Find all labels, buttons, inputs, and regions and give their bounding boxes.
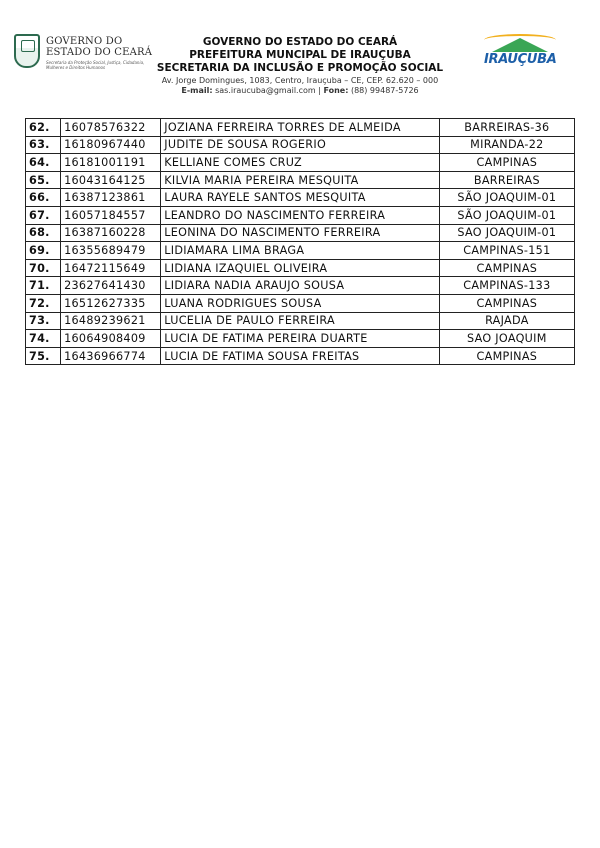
nis-cell: 16057184557 <box>61 206 161 224</box>
name-cell: LUCIA DE FATIMA PEREIRA DUARTE <box>161 330 440 348</box>
address-line: Av. Jorge Domingues, 1083, Centro, Irauçuba – CE, CEP. 62.620 – 000 <box>161 76 439 85</box>
name-cell: LUCIA DE FATIMA SOUSA FREITAS <box>161 347 440 365</box>
nis-cell: 16180967440 <box>61 136 161 154</box>
table-row <box>26 189 575 207</box>
location-cell: SAO JOAQUIM <box>439 330 574 348</box>
location-cell: MIRANDA-22 <box>439 136 574 154</box>
nis-cell: 16355689479 <box>61 242 161 260</box>
location-cell: CAMPINAS <box>439 347 574 365</box>
phone-label: Fone: <box>323 86 349 95</box>
nis-cell: 23627641430 <box>61 277 161 295</box>
table-row <box>26 154 575 172</box>
row-number: 63. <box>26 136 61 154</box>
title-line1: GOVERNO DO ESTADO DO CEARÁ <box>202 36 398 48</box>
table-row <box>26 171 575 189</box>
location-cell: SAO JOAQUIM-01 <box>439 224 574 242</box>
name-cell: JUDITE DE SOUSA ROGERIO <box>161 136 440 154</box>
logo-subtitle: Secretaria da Proteção Social, Justiça, Cidadania, Mulheres e Direitos Humanos <box>46 60 145 70</box>
row-number: 66. <box>26 189 61 207</box>
row-number: 75. <box>26 347 61 365</box>
location-cell: CAMPINAS <box>439 259 574 277</box>
nis-cell: 16387123861 <box>61 189 161 207</box>
name-cell: LIDIANA IZAQUIEL OLIVEIRA <box>161 259 440 277</box>
location-cell: SÃO JOAQUIM-01 <box>439 206 574 224</box>
logo-line1: GOVERNO DO <box>46 36 123 47</box>
location-cell: CAMPINAS-151 <box>439 242 574 260</box>
table-row <box>26 294 575 312</box>
location-cell: CAMPINAS <box>439 154 574 172</box>
email-label: E-mail: <box>181 86 213 95</box>
row-number: 68. <box>26 224 61 242</box>
nis-cell: 16387160228 <box>61 224 161 242</box>
table-row <box>26 224 575 242</box>
row-number: 64. <box>26 154 61 172</box>
location-cell: BARREIRAS <box>439 171 574 189</box>
nis-cell: 16512627335 <box>61 294 161 312</box>
name-cell: LAURA RAYELE SANTOS MESQUITA <box>161 189 440 207</box>
name-cell: LIDIARA NADIA ARAUJO SOUSA <box>161 277 440 295</box>
location-cell: BARREIRAS-36 <box>439 119 574 137</box>
name-cell: JOZIANA FERREIRA TORRES DE ALMEIDA <box>161 119 440 137</box>
table-row <box>26 259 575 277</box>
governo-ceara-logo <box>14 32 154 78</box>
contact-line: E-mail: sas.iraucuba@gmail.com | Fone: (88) 99487-5726 <box>181 86 419 95</box>
row-number: 72. <box>26 294 61 312</box>
row-number: 71. <box>26 277 61 295</box>
location-cell: RAJADA <box>439 312 574 330</box>
logo-line2: ESTADO DO CEARÁ <box>46 47 153 58</box>
name-cell: LIDIAMARA LIMA BRAGA <box>161 242 440 260</box>
iraucuba-logo-text: IRAUÇUBA <box>484 52 557 67</box>
row-number: 67. <box>26 206 61 224</box>
mountain-icon <box>492 38 548 52</box>
nis-cell: 16472115649 <box>61 259 161 277</box>
row-number: 73. <box>26 312 61 330</box>
nis-cell: 16064908409 <box>61 330 161 348</box>
row-number: 62. <box>26 119 61 137</box>
table-row <box>26 242 575 260</box>
name-cell: LUANA RODRIGUES SOUSA <box>161 294 440 312</box>
nis-cell: 16078576322 <box>61 119 161 137</box>
table-row <box>26 312 575 330</box>
table-row <box>26 119 575 137</box>
iraucuba-logo <box>484 32 556 72</box>
header-title-block <box>140 36 460 96</box>
name-cell: KELLIANE COMES CRUZ <box>161 154 440 172</box>
title-line3: SECRETARIA DA INCLUSÃO E PROMOÇÃO SOCIAL <box>156 62 444 74</box>
table-row <box>26 206 575 224</box>
ceara-shield-icon <box>14 34 40 68</box>
name-cell: LEONINA DO NASCIMENTO FERREIRA <box>161 224 440 242</box>
nis-cell: 16436966774 <box>61 347 161 365</box>
location-cell: CAMPINAS <box>439 294 574 312</box>
row-number: 70. <box>26 259 61 277</box>
table-row <box>26 277 575 295</box>
name-cell: LEANDRO DO NASCIMENTO FERREIRA <box>161 206 440 224</box>
table-row <box>26 136 575 154</box>
nis-cell: 16043164125 <box>61 171 161 189</box>
name-cell: KILVIA MARIA PEREIRA MESQUITA <box>161 171 440 189</box>
document-header <box>0 28 600 108</box>
table-row <box>26 330 575 348</box>
beneficiary-table-body <box>26 119 575 365</box>
row-number: 69. <box>26 242 61 260</box>
beneficiary-table <box>25 118 575 365</box>
table-row <box>26 347 575 365</box>
name-cell: LUCELIA DE PAULO FERREIRA <box>161 312 440 330</box>
location-cell: SÃO JOAQUIM-01 <box>439 189 574 207</box>
row-number: 74. <box>26 330 61 348</box>
location-cell: CAMPINAS-133 <box>439 277 574 295</box>
title-line2: PREFEITURA MUNCIPAL DE IRAUÇUBA <box>189 49 411 61</box>
nis-cell: 16489239621 <box>61 312 161 330</box>
nis-cell: 16181001191 <box>61 154 161 172</box>
phone-value: (88) 99487-5726 <box>350 86 419 95</box>
row-number: 65. <box>26 171 61 189</box>
email-value: sas.iraucuba@gmail.com <box>215 86 316 95</box>
